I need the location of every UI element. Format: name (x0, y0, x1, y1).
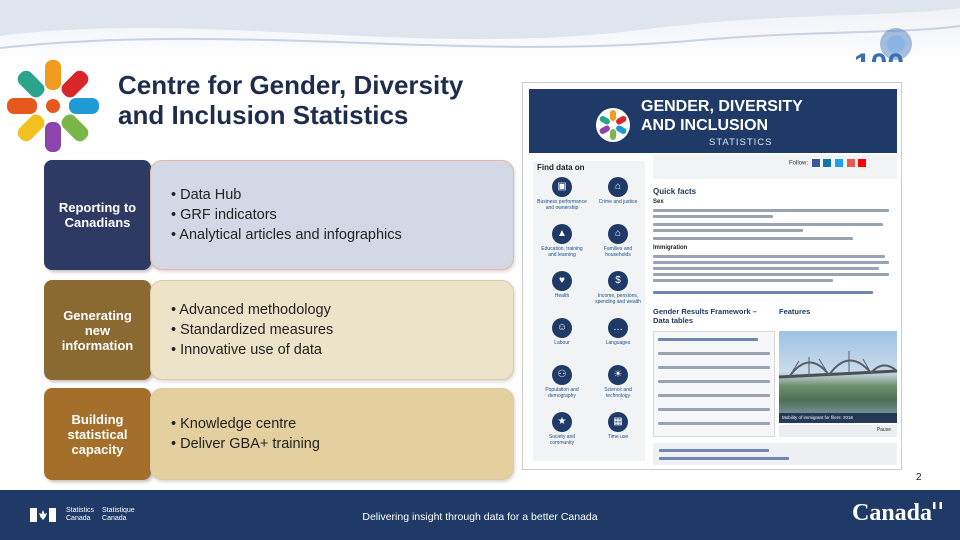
topic-label: Time use (607, 434, 629, 440)
topic-link[interactable] (537, 224, 587, 258)
list-item: • Deliver GBA+ training (171, 436, 320, 452)
text-line (653, 209, 889, 212)
bridge-illustration (779, 331, 897, 423)
list-item: • Data Hub (171, 187, 242, 203)
find-data-label: Find data on (537, 163, 585, 172)
table-row (658, 352, 770, 355)
list-item: • Standardized measures (171, 322, 334, 338)
topic-label: Science and technology (604, 387, 632, 399)
find-data-panel (533, 161, 645, 461)
table-row (658, 422, 770, 425)
row-label-reporting: Reporting to Canadians (44, 160, 151, 270)
row-label-building: Building statistical capacity (44, 388, 151, 480)
slide-title-line-1: Centre for Gender, Diversity (118, 70, 464, 100)
topic-link[interactable] (593, 271, 643, 305)
list-item: • Knowledge centre (171, 416, 297, 432)
text-line (653, 267, 879, 270)
statcan-en-line-1: Statistics (66, 507, 95, 514)
website-title-line-1: GENDER, DIVERSITY (641, 98, 803, 115)
topic-label: Labour (554, 340, 570, 346)
heart-pulse-icon: ♥ (552, 271, 572, 291)
topic-label: Population and demography (545, 387, 579, 399)
table-row (658, 408, 770, 411)
instagram-icon[interactable] (847, 159, 855, 167)
topic-label: Languages (605, 340, 631, 346)
text-line (653, 261, 889, 264)
people-icon: ☺ (552, 318, 572, 338)
feature-bridge-image (779, 331, 897, 423)
pause-button[interactable]: Pause (876, 427, 891, 433)
topic-label: Income, pensions, spending and wealth (595, 293, 641, 305)
topic-link[interactable] (537, 271, 587, 299)
row-label-generating: Generating new information (44, 280, 151, 380)
table-tab[interactable] (658, 338, 758, 341)
link-economic-participation[interactable] (659, 449, 769, 452)
website-title-line-2: AND INCLUSION (641, 117, 769, 134)
dollar-icon: $ (608, 271, 628, 291)
statcan-name-en (66, 507, 94, 523)
website-subtitle: STATISTICS (709, 137, 773, 148)
row-list-building (150, 388, 514, 480)
topic-label: Business performance and ownership (537, 199, 587, 211)
facebook-icon[interactable] (812, 159, 820, 167)
text-line (653, 237, 853, 240)
speech-bubble-icon: … (608, 318, 628, 338)
link-leadership[interactable] (659, 457, 789, 460)
svg-text:100: 100 (854, 48, 905, 81)
top-decorative-band (0, 0, 960, 81)
list-item: • Advanced methodology (171, 302, 331, 318)
lightbulb-icon: ☀ (608, 365, 628, 385)
follow-label: Follow: (789, 160, 809, 167)
text-line (653, 279, 833, 282)
briefcase-icon: ▣ (552, 177, 572, 197)
bottom-links (653, 443, 897, 465)
canada-flag-icon (30, 508, 56, 522)
features-title: Features (779, 307, 811, 316)
topic-link[interactable] (537, 365, 587, 399)
topic-link[interactable] (593, 224, 643, 258)
society-icon: ★ (552, 412, 572, 432)
row-generating (44, 280, 514, 380)
courthouse-icon: ⌂ (608, 177, 628, 197)
table-row (658, 366, 770, 369)
more-facts-link[interactable] (653, 291, 873, 294)
topic-label: Families and households (603, 246, 633, 258)
text-line (653, 223, 883, 226)
footer-tagline: Delivering insight through data for a better Canada (362, 511, 598, 523)
statcan-fr-line-2: Canada (102, 515, 127, 522)
topic-link[interactable] (537, 177, 587, 211)
website-title (641, 97, 891, 135)
linkedin-icon[interactable] (823, 159, 831, 167)
website-content (653, 155, 897, 465)
list-item: • Analytical articles and infographics (171, 227, 402, 243)
quick-facts-sex-heading: Sex (653, 199, 664, 205)
topic-link[interactable] (593, 412, 643, 440)
text-line (653, 229, 803, 232)
table-row (658, 394, 770, 397)
row-reporting (44, 160, 514, 270)
topic-link[interactable] (593, 177, 643, 205)
feature-caption: Mobility of immigrant for filers: 2016 (779, 413, 897, 423)
row-building (44, 388, 514, 480)
quick-facts-title: Quick facts (653, 187, 697, 196)
row-list-reporting (150, 160, 514, 270)
topic-label: Society and community (548, 434, 576, 446)
gdis-emblem-icon (595, 107, 631, 143)
canada-wordmark-text: Canada (852, 500, 933, 526)
list-item: • GRF indicators (171, 207, 277, 223)
statcan-fr-line-1: Statistique (102, 507, 135, 514)
text-line (653, 273, 889, 276)
gdis-logo-icon (4, 56, 102, 156)
list-item: • Innovative use of data (171, 342, 322, 358)
topic-label: Education, training and learning (541, 246, 583, 258)
wordmark-flag-icon (933, 502, 942, 509)
row-list-generating (150, 280, 514, 380)
text-line (653, 255, 885, 258)
calendar-icon: ▦ (608, 412, 628, 432)
text-line (653, 215, 773, 218)
page-number: 2 (916, 472, 922, 483)
statcan-100-badge-icon (850, 26, 920, 81)
topic-label: Crime and justice (598, 199, 638, 205)
statcan-name-fr (102, 507, 135, 523)
youtube-icon[interactable] (858, 159, 866, 167)
footer-bar (0, 490, 960, 540)
carousel-controls (779, 425, 897, 437)
topic-link[interactable] (537, 318, 587, 346)
slide-title-line-2: and Inclusion Statistics (118, 100, 409, 130)
house-icon: ⌂ (608, 224, 628, 244)
twitter-icon[interactable] (835, 159, 843, 167)
statcan-en-line-2: Canada (66, 515, 91, 522)
website-screenshot (522, 82, 902, 470)
slide-title (118, 70, 518, 130)
population-icon: ⚇ (552, 365, 572, 385)
graduation-cap-icon: ▲ (552, 224, 572, 244)
topic-link[interactable] (593, 365, 643, 399)
website-header (529, 89, 897, 153)
statcan-signature (30, 507, 135, 523)
topic-label: Health (554, 293, 570, 299)
topic-link[interactable] (593, 318, 643, 346)
canada-wordmark (852, 500, 932, 527)
topic-link[interactable] (537, 412, 587, 446)
gender-results-framework-title: Gender Results Framework – Data tables (653, 307, 757, 325)
quick-facts-immigration-heading: Immigration (653, 245, 688, 251)
data-table-preview (653, 331, 775, 437)
table-row (658, 380, 770, 383)
follow-bar (653, 155, 897, 179)
